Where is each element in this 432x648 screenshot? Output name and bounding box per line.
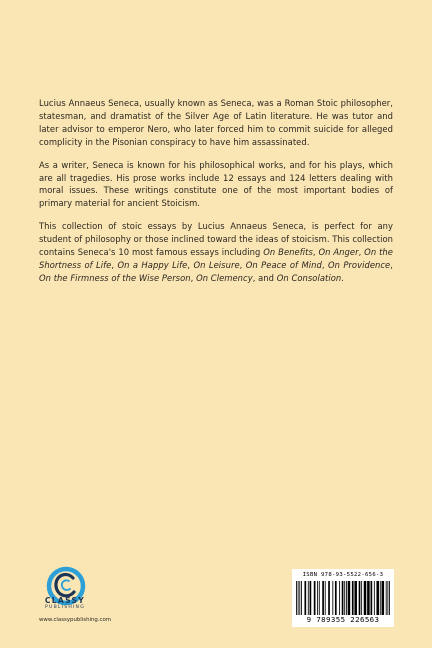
barcode-bar bbox=[299, 581, 300, 615]
paragraph-bio: Lucius Annaeus Seneca, usually known as Seneca, was a Roman Stoic philosopher, statesman, and dramatist of the Silver Age of Latin literature. He was tutor and later advisor to emperor Nero, who later forced him to commit suicide for alleged complicity in the Pisonian conspiracy to have him assassinated. bbox=[39, 98, 393, 147]
barcode-bar bbox=[344, 581, 345, 615]
barcode-bar bbox=[298, 581, 299, 615]
barcode-bar bbox=[314, 581, 316, 615]
essay-title: On Anger bbox=[318, 247, 359, 258]
essay-separator: , bbox=[312, 247, 319, 258]
essay-title: On Peace of Mind bbox=[245, 259, 322, 270]
essay-title: On Clemency bbox=[196, 272, 253, 283]
barcode-bar bbox=[322, 581, 324, 615]
barcode-bar bbox=[387, 581, 388, 615]
isbn-barcode-box bbox=[292, 569, 394, 627]
barcode-bar bbox=[364, 581, 367, 615]
essay-title: On Consolation bbox=[276, 272, 342, 283]
essay-title: On a Happy Life bbox=[117, 259, 188, 270]
essay-separator: , bbox=[390, 259, 393, 270]
publisher-name: CLASSY bbox=[44, 596, 86, 605]
barcode-bar bbox=[346, 581, 347, 615]
barcode-bar bbox=[354, 581, 357, 615]
barcode-bar bbox=[304, 581, 306, 615]
barcode-bar bbox=[335, 581, 337, 615]
barcode-bar bbox=[361, 581, 362, 615]
essay-separator: , bbox=[190, 272, 197, 283]
collection-intro: This collection of stoic essays by Lucius Annaeus Seneca, is perfect for any student of philosophy or those inclined toward the ideas of stoicism. This collection contains Seneca's 10 most famous essays including bbox=[39, 221, 393, 258]
barcode-bar bbox=[352, 581, 354, 615]
barcode-bar bbox=[325, 581, 326, 615]
barcode-bar bbox=[389, 581, 390, 615]
paragraph-collection bbox=[39, 220, 393, 285]
barcode-bar bbox=[339, 581, 340, 615]
essay-title: On the Firmness of the Wise Person bbox=[39, 272, 191, 283]
barcode-bar bbox=[348, 581, 351, 615]
barcode-bar bbox=[328, 581, 330, 615]
paragraph-works: As a writer, Seneca is known for his philosophical works, and for his plays, which are all tragedies. His prose works include 12 essays and 124 letters dealing with moral issues. These writings constitute one of the most important bodies of primary material for ancient Stoicism. bbox=[39, 159, 393, 209]
essay-separator: , bbox=[239, 259, 246, 270]
barcode-bar bbox=[310, 581, 312, 615]
barcode-bar bbox=[332, 581, 333, 615]
isbn-label: ISBN 978-93-5522-656-3 bbox=[302, 572, 384, 578]
barcode-bar bbox=[342, 581, 344, 615]
barcode-bar bbox=[359, 581, 361, 615]
essay-separator: , and bbox=[252, 272, 277, 283]
publisher-website[interactable]: www.classypublishing.com bbox=[39, 617, 112, 623]
barcode-bar bbox=[301, 581, 302, 615]
publisher-sub: PUBLISHING bbox=[45, 605, 85, 610]
barcode-bar bbox=[296, 581, 297, 615]
essay-list-end: . bbox=[341, 272, 344, 283]
essay-separator: , bbox=[111, 259, 118, 270]
essay-separator: , bbox=[358, 247, 365, 258]
essay-title: On Leisure bbox=[193, 259, 240, 270]
barcode-bar bbox=[371, 581, 373, 615]
barcode-bar bbox=[382, 581, 385, 615]
barcode-bar bbox=[367, 581, 370, 615]
barcode-icon bbox=[296, 581, 390, 615]
essay-separator: , bbox=[321, 259, 328, 270]
essay-title: On Providence bbox=[327, 259, 391, 270]
essay-separator: , bbox=[187, 259, 194, 270]
barcode-bar bbox=[380, 581, 381, 615]
essay-title: On Benefits bbox=[263, 247, 313, 258]
barcode-bar bbox=[374, 581, 375, 615]
description-text bbox=[39, 97, 393, 295]
barcode-bar bbox=[319, 581, 320, 615]
barcode-bar bbox=[308, 581, 309, 615]
barcode-bar bbox=[386, 581, 387, 615]
barcode-bar bbox=[376, 581, 379, 615]
barcode-digits: 9 789355 226563 bbox=[306, 615, 380, 624]
barcode-bar bbox=[317, 581, 318, 615]
essay-title: On the Shortness of Life bbox=[39, 247, 393, 270]
